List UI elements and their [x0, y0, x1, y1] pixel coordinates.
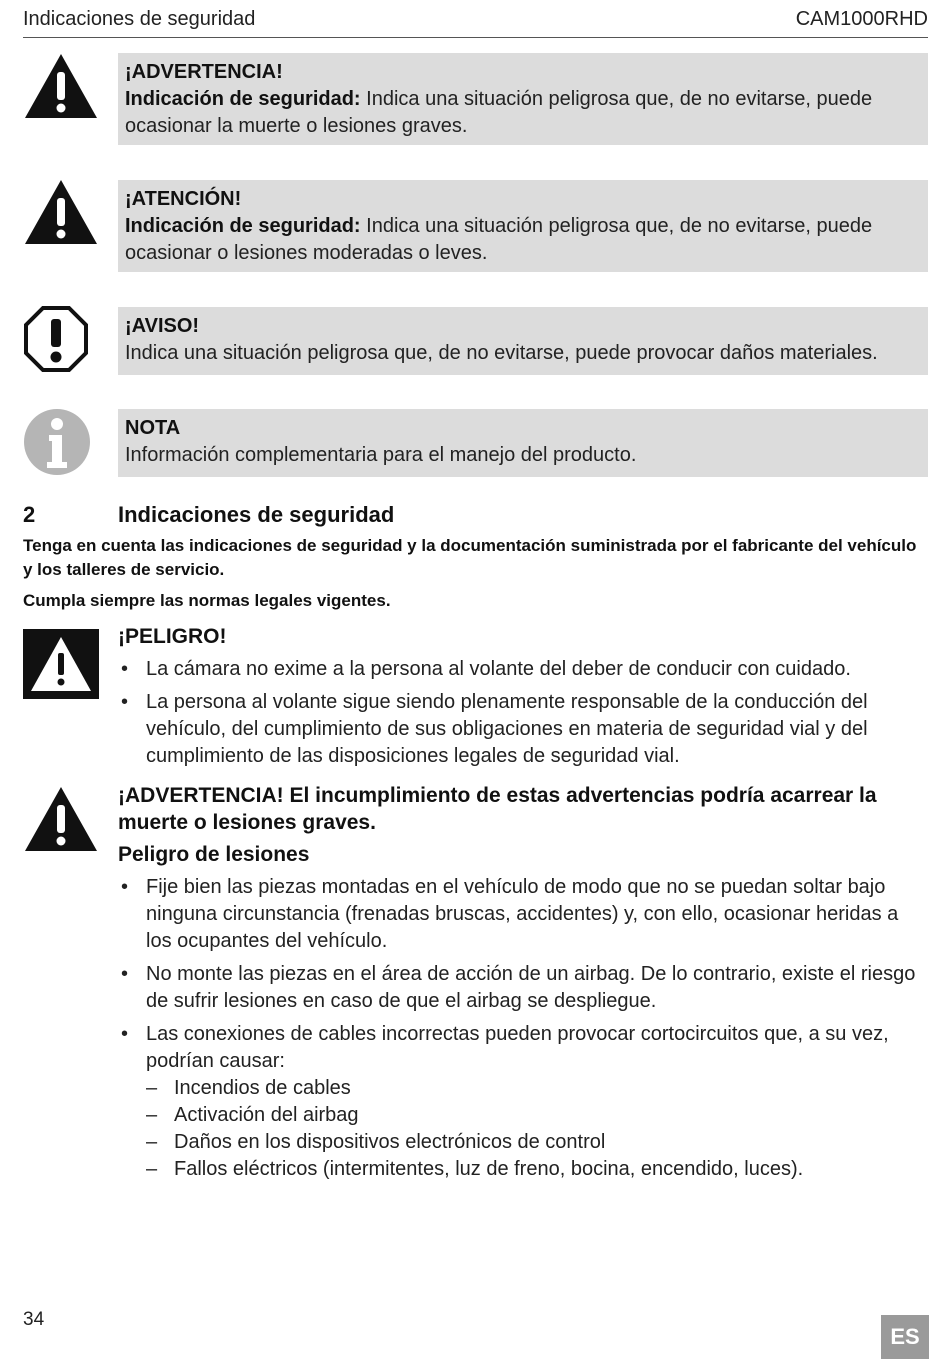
list-item: • Fije bien las piezas montadas en el vehículo de modo que no se puedan soltar bajo ninguna circunstancia (frenadas bruscas, accidentes) y, con ello, ocasionar heridas a los ocupantes del vehículo. [118, 874, 928, 955]
danger-content [118, 623, 928, 776]
notice-warning [23, 50, 928, 145]
notice-notice-box [118, 307, 928, 375]
header-model: CAM1000RHD [795, 8, 928, 30]
header-section-title: Indicaciones de seguridad [23, 8, 256, 30]
notice-text: Indicación de seguridad: Indica una situación peligrosa que, de no evitarse, puede ocasionar la muerte o lesiones graves. [125, 88, 873, 137]
section-heading [23, 502, 928, 530]
notice-caution [23, 178, 928, 273]
warning-sublist [146, 1075, 928, 1183]
notice-title: ¡ADVERTENCIA! [125, 61, 283, 83]
warning-list [118, 874, 928, 1183]
sublist-item: – Fallos eléctricos (intermitentes, luz de freno, bocina, encendido, luces). [146, 1156, 928, 1183]
sublist-item: – Incendios de cables [146, 1075, 928, 1102]
language-badge: ES [881, 1315, 929, 1359]
section-title: Indicaciones de seguridad [118, 502, 395, 527]
list-item: • La cámara no exime a la persona al volante del deber de conducir con cuidado. [118, 656, 928, 683]
section-safety [23, 502, 928, 613]
danger-title: ¡PELIGRO! [118, 625, 227, 648]
danger-sign-icon [23, 629, 99, 699]
page-number: 34 [23, 1309, 45, 1330]
notice-warning-box [118, 53, 928, 145]
warning-subtitle: Peligro de lesiones [118, 843, 310, 866]
list-item: • La persona al volante sigue siendo plenamente responsable de la conducción del vehículo, del cumplimiento de sus obligaciones en materia de seguridad vial y del cumplimiento de las disposiciones legales de seguridad vial. [118, 689, 928, 770]
notice-note [23, 407, 928, 477]
sublist-item: – Activación del airbag [146, 1102, 928, 1129]
notice-text: Indica una situación peligrosa que, de no evitarse, puede provocar daños materiales. [125, 342, 878, 364]
notice-note-box [118, 409, 928, 477]
page-header [23, 8, 928, 38]
notice-caution-box [118, 180, 928, 272]
warning-triangle-icon [23, 785, 99, 853]
notice-text: Indicación de seguridad: Indica una situación peligrosa que, de no evitarse, puede ocasionar o lesiones moderadas o leves. [125, 215, 873, 264]
warning-title: ¡ADVERTENCIA! El incumplimiento de estas advertencias podría acarrear la muerte o lesiones graves. [118, 784, 877, 834]
danger-list [118, 656, 928, 770]
warning-triangle-icon [23, 178, 99, 246]
list-item: • No monte las piezas en el área de acción de un airbag. De lo contrario, existe el riesgo de sufrir lesiones en caso de que el airbag se despliegue. [118, 961, 928, 1015]
warning-content [118, 782, 928, 1189]
danger-block [23, 623, 928, 773]
section-number: 2 [23, 502, 36, 527]
notice-title: NOTA [125, 417, 181, 439]
notice-notice [23, 305, 928, 375]
notice-title: ¡ATENCIÓN! [125, 188, 242, 210]
warning-block [23, 782, 928, 1192]
notice-text: Información complementaria para el manejo del producto. [125, 444, 637, 466]
notice-title: ¡AVISO! [125, 315, 200, 337]
intro-paragraph: Cumpla siempre las normas legales vigentes. [23, 591, 391, 610]
warning-triangle-icon [23, 52, 99, 120]
info-icon [23, 408, 91, 476]
section-intro [23, 534, 928, 613]
intro-paragraph: Tenga en cuenta las indicaciones de seguridad y la documentación suministrada por el fabricante del vehículo y los talleres de servicio. [23, 536, 917, 579]
list-item: • Las conexiones de cables incorrectas pueden provocar cortocircuitos que, a su vez, podrían causar: – Incendios de cables – Activación del airbag – Daños en los dispositivos electrónicos de control – Fallos eléctricos (intermitentes, luz de freno, bocina, encendido, luces). [118, 1021, 928, 1183]
octagon-exclamation-icon [23, 305, 89, 373]
sublist-item: – Daños en los dispositivos electrónicos de control [146, 1129, 928, 1156]
